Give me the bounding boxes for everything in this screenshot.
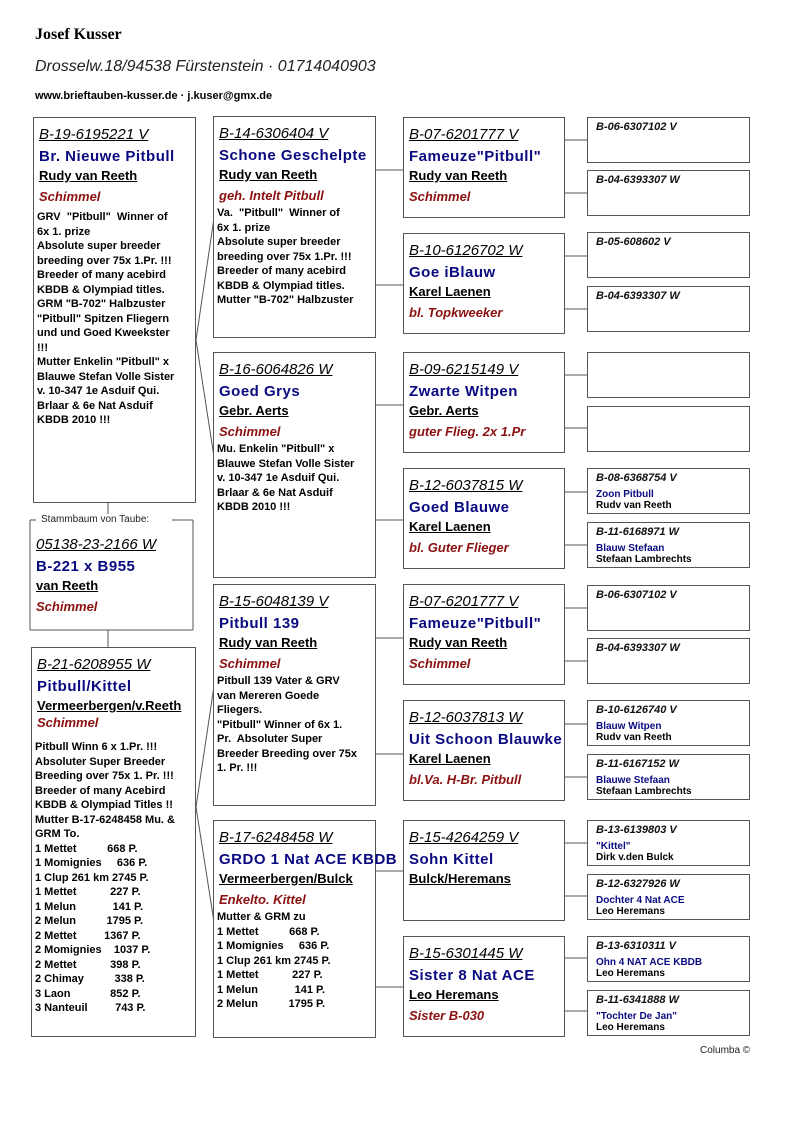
pigeon-name: Blauwe Stefaan <box>596 775 670 786</box>
ring-number: B-10-6126702 W <box>409 242 523 259</box>
breeder-name: Karel Laenen <box>409 519 491 534</box>
ring-number: B-10-6126740 V <box>596 704 677 716</box>
ancestor-card[interactable] <box>587 406 750 452</box>
pigeon-description: Pitbull Winn 6 x 1.Pr. !!! Absoluter Super Breeder Breeding over 75x 1. Pr. !!! Breeder of many Acebird KBDB & Olympiad Titles !! Mutter B-17-6248458 Mu. & GRM To. 1 Mettet 668 P. 1 Momignies 636 P. 1 Clup 261 km 2745 P. 1 Mettet 227 P. 1 Melun 141 P. 2 Melun 1795 P. 2 Mettet 1367 P. 2 Momignies 1037 P. 2 Mettet 398 P. 2 Chimay 338 P. 3 Laon 852 P. 3 Nanteuil 743 P. <box>35 741 175 1014</box>
ring-number: B-13-6310311 V <box>596 940 676 952</box>
pigeon-description: Mutter & GRM zu 1 Mettet 668 P. 1 Momignies 636 P. 1 Clup 261 km 2745 P. 1 Mettet 227 P. 1 Melun 141 P. 2 Melun 1795 P. <box>217 911 331 1010</box>
pigeon-name: Fameuze"Pitbull" <box>409 148 542 165</box>
pigeon-color: bl. Guter Flieger <box>409 540 509 555</box>
great-grandparent-card[interactable] <box>403 700 565 801</box>
pigeon-name: Pitbull/Kittel <box>37 678 132 695</box>
ring-number: B-08-6368754 V <box>596 472 677 484</box>
ring-number: B-11-6167152 W <box>596 758 679 770</box>
breeder-name: Rudy van Reeth <box>219 635 318 650</box>
grandparent-card[interactable] <box>213 584 376 806</box>
connector-line <box>196 686 214 807</box>
breeder-name: Stefaan Lambrechts <box>596 554 692 565</box>
grandparent-card[interactable] <box>213 116 376 338</box>
owner-name: Josef Kusser <box>35 26 122 43</box>
ring-number: B-06-6307102 V <box>596 589 677 601</box>
pigeon-name: Dochter 4 Nat ACE <box>596 895 685 906</box>
subject-name: B-221 x B955 <box>36 558 136 575</box>
pigeon-color: Schimmel <box>219 656 281 671</box>
pigeon-name: GRDO 1 Nat ACE KBDB <box>219 851 398 868</box>
ring-number: B-11-6168971 W <box>596 526 679 538</box>
great-grandparent-card[interactable] <box>403 352 565 453</box>
ring-number: B-06-6307102 V <box>596 121 677 133</box>
ring-number: B-04-6393307 W <box>596 174 680 186</box>
ring-number: B-12-6327926 W <box>596 878 680 890</box>
pigeon-name: Goed Grys <box>219 383 301 400</box>
breeder-name: Rudv van Reeth <box>596 732 672 743</box>
breeder-name: Rudv van Reeth <box>596 500 672 511</box>
breeder-name: Leo Heremans <box>596 968 665 979</box>
pigeon-color: Schimmel <box>409 656 471 671</box>
breeder-name: Gebr. Aerts <box>409 403 479 418</box>
ring-number: B-15-6048139 V <box>219 593 329 610</box>
ancestor-card[interactable] <box>587 468 750 514</box>
ring-number: B-04-6393307 W <box>596 290 680 302</box>
ancestor-card[interactable] <box>587 352 750 398</box>
ring-number: B-12-6037813 W <box>409 709 523 726</box>
great-grandparent-card[interactable] <box>403 233 565 334</box>
ring-number: B-15-4264259 V <box>409 829 519 846</box>
grandparent-card[interactable] <box>213 352 376 578</box>
pigeon-name: "Tochter De Jan" <box>596 1011 677 1022</box>
ring-number: B-12-6037815 W <box>409 477 523 494</box>
pigeon-color: bl.Va. H-Br. Pitbull <box>409 772 522 787</box>
breeder-name: Karel Laenen <box>409 751 491 766</box>
ring-number: B-07-6201777 V <box>409 593 519 610</box>
subject-color: Schimmel <box>36 599 98 614</box>
pigeon-description: Va. "Pitbull" Winner of 6x 1. prize Absolute super breeder breeding over 75x 1.Pr. !!! Breeder of many acebird KBDB & Olympiad titles. Mutter "B-702" Halbzuster <box>217 207 354 306</box>
ancestor-card[interactable] <box>587 936 750 982</box>
great-grandparent-card[interactable] <box>403 584 565 685</box>
breeder-name: Leo Heremans <box>409 987 499 1002</box>
pigeon-name: Sohn Kittel <box>409 851 494 868</box>
great-grandparent-card[interactable] <box>403 936 565 1037</box>
pigeon-color: Sister B-030 <box>409 1008 485 1023</box>
ring-number: B-16-6064826 W <box>219 361 333 378</box>
breeder-name: Karel Laenen <box>409 284 491 299</box>
owner-address: Drosselw.18/94538 Fürstenstein · 01714040903 <box>35 58 376 75</box>
ancestor-card[interactable] <box>587 522 750 568</box>
pigeon-name: Goe iBlauw <box>409 264 496 281</box>
ring-number: B-17-6248458 W <box>219 829 333 846</box>
ancestor-card[interactable] <box>587 117 750 163</box>
ring-number: B-19-6195221 V <box>39 126 149 143</box>
pigeon-name: Blauw Witpen <box>596 721 662 732</box>
connector-line <box>196 340 214 457</box>
breeder-name: Rudy van Reeth <box>409 635 508 650</box>
footer-copyright: Columba © <box>700 1045 751 1056</box>
pigeon-color: Enkelto. Kittel <box>219 892 306 907</box>
subject-card[interactable] <box>31 528 191 628</box>
great-grandparent-card[interactable] <box>403 117 565 218</box>
sire-card[interactable] <box>33 117 196 503</box>
pigeon-color: Schimmel <box>39 189 101 204</box>
breeder-name: Vermeerbergen/v.Reeth <box>37 698 182 713</box>
breeder-name: Rudy van Reeth <box>219 167 318 182</box>
pigeon-name: Pitbull 139 <box>219 615 300 632</box>
connector-line <box>196 807 214 922</box>
pigeon-name: Ohn 4 NAT ACE KBDB <box>596 957 703 968</box>
ring-number: B-11-6341888 W <box>596 994 679 1006</box>
pigeon-name: Schone Geschelpte <box>219 147 367 164</box>
breeder-name: Rudy van Reeth <box>39 168 138 183</box>
owner-web-email: www.brieftauben-kusser.de · j.kuser@gmx.de <box>35 90 273 102</box>
breeder-name: Gebr. Aerts <box>219 403 289 418</box>
pigeon-description: GRV "Pitbull" Winner of 6x 1. prize Absolute super breeder breeding over 75x 1.Pr. !!! Breeder of many acebird KBDB & Olympiad titles. GRM "B-702" Halbzuster "Pitbull" Spitzen Fliegern und und Goed Kweekster !!! Mutter Enkelin "Pitbull" x Blauwe Stefan Volle Sister v. 10-347 1e Asduif Qui. Brlaar & 6e Nat Asduif KBDB 2010 !!! <box>37 211 175 426</box>
pigeon-color: bl. Topkweeker <box>409 305 503 320</box>
pigeon-color: Schimmel <box>409 189 471 204</box>
pigeon-color: geh. Intelt Pitbull <box>219 188 324 203</box>
ancestor-card[interactable] <box>587 990 750 1036</box>
ancestor-card[interactable] <box>587 754 750 800</box>
breeder-name: Dirk v.den Bulck <box>596 852 674 863</box>
breeder-name: Bulck/Heremans <box>409 871 511 886</box>
ancestor-card[interactable] <box>587 874 750 920</box>
pigeon-name: Br. Nieuwe Pitbull <box>39 148 175 165</box>
pigeon-name: Zwarte Witpen <box>409 383 518 400</box>
ancestor-card[interactable] <box>587 286 750 332</box>
subject-ring: 05138-23-2166 W <box>36 536 157 553</box>
pigeon-name: Sister 8 Nat ACE <box>409 967 535 984</box>
subject-legend: Stammbaum von Taube: <box>38 514 152 525</box>
pigeon-name: Goed Blauwe <box>409 499 510 516</box>
ring-number: B-21-6208955 W <box>37 656 151 673</box>
breeder-name: Stefaan Lambrechts <box>596 786 692 797</box>
ring-number: B-15-6301445 W <box>409 945 523 962</box>
ring-number: B-14-6306404 V <box>219 125 329 142</box>
breeder-name: Leo Heremans <box>596 1022 665 1033</box>
ancestor-card[interactable] <box>587 585 750 631</box>
subject-breeder: van Reeth <box>36 578 99 593</box>
pigeon-name: Uit Schoon Blauwke <box>409 731 563 748</box>
breeder-name: Rudy van Reeth <box>409 168 508 183</box>
ring-number: B-04-6393307 W <box>596 642 680 654</box>
ancestor-card[interactable] <box>587 700 750 746</box>
pigeon-color: guter Flieg. 2x 1.Pr <box>409 424 526 439</box>
pigeon-name: Blauw Stefaan <box>596 543 665 554</box>
pigeon-name: Fameuze"Pitbull" <box>409 615 542 632</box>
breeder-name: Leo Heremans <box>596 906 665 917</box>
ring-number: B-13-6139803 V <box>596 824 677 836</box>
ring-number: B-09-6215149 V <box>409 361 519 378</box>
breeder-name: Vermeerbergen/Bulck <box>219 871 353 886</box>
great-grandparent-card[interactable] <box>403 468 565 569</box>
grandparent-card[interactable] <box>213 820 398 1038</box>
ancestor-card[interactable] <box>587 232 750 278</box>
ancestor-card[interactable] <box>587 638 750 684</box>
pigeon-color: Schimmel <box>37 715 99 730</box>
connector-line <box>196 218 214 340</box>
dam-card[interactable] <box>31 647 196 1037</box>
ring-number: B-05-608602 V <box>596 236 671 248</box>
great-grandparent-card[interactable] <box>403 820 565 921</box>
ring-number: B-07-6201777 V <box>409 126 519 143</box>
pigeon-color: Schimmel <box>219 424 281 439</box>
pigeon-description: Pitbull 139 Vater & GRV van Mereren Goede Fliegers. "Pitbull" Winner of 6x 1. Pr. Absoluter Super Breeder Breeding over 75x 1. Pr. !!! <box>217 675 358 774</box>
pigeon-name: "Kittel" <box>596 841 631 852</box>
ancestor-card[interactable] <box>587 170 750 216</box>
pigeon-name: Zoon Pitbull <box>596 489 654 500</box>
ancestor-card[interactable] <box>587 820 750 866</box>
pigeon-description: Mu. Enkelin "Pitbull" x Blauwe Stefan Volle Sister v. 10-347 1e Asduif Qui. Brlaar & 6e Nat Asduif KBDB 2010 !!! <box>217 443 355 513</box>
